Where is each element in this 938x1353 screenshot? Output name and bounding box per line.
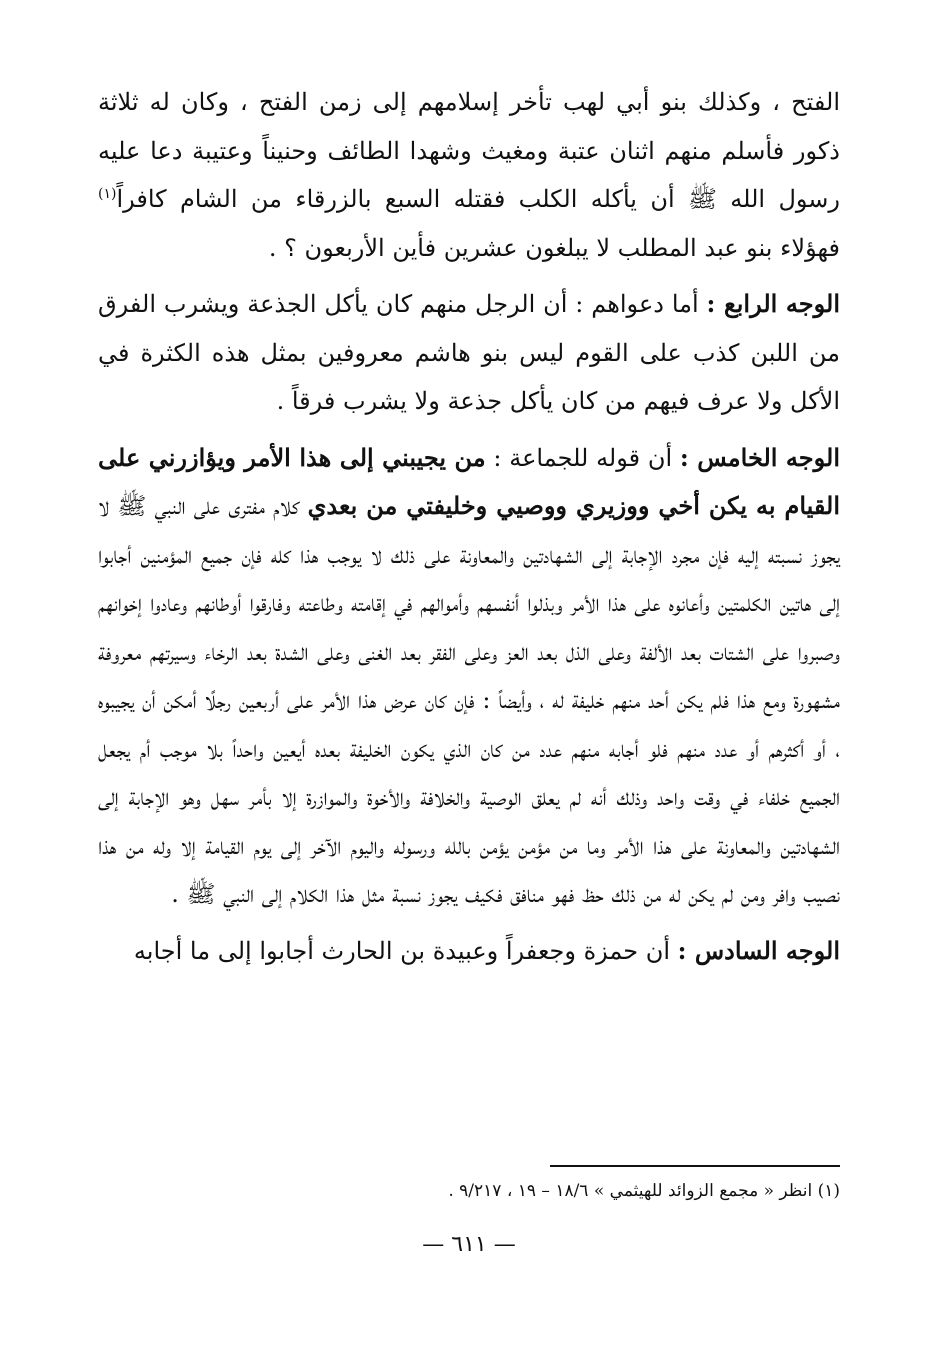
paragraph-2-body: أما دعواهم : أن الرجل منهم كان يأكل الجذعة ويشرب الفرق من اللبن كذب على القوم ليس بنو هاشم معروفين بمثل هذه الكثرة في الأكل ولا عرف فيهم من كان يأكل جذعة ولا يشرب فرقاً .	[98, 290, 840, 415]
paragraph-3-quote: من يجيبني إلى هذا الأمر ويؤازرني على القيام به يكن أخي ووزيري ووصيي وخليفتي من بعدي	[98, 442, 840, 520]
paragraph-2-heading: الوجه الرابع :	[706, 289, 841, 318]
footnote-divider	[550, 1165, 840, 1167]
footnote-ref: (١)	[98, 186, 117, 202]
paragraph-1-part-1: الفتح ، وكذلك بنو أبي لهب تأخر إسلامهم إلى زمن الفتح ، وكان له ثلاثة ذكور فأسلم منهم اثنان عتبة ومغيث وشهدا الطائف وحنيناً وعتيبة دعا عليه رسول الله ﷺ أن يأكله الكلب فقتله السبع بالزرقاء من الشام كافراً	[98, 88, 840, 213]
paragraph-3-heading: الوجه الخامس :	[679, 442, 840, 472]
paragraph-3	[98, 434, 840, 919]
paragraph-1	[98, 78, 840, 272]
main-text	[98, 78, 840, 975]
paragraph-2	[98, 280, 840, 426]
paragraph-3-body: كلام مفترى على النبي ﷺ لا يجوز نسبته إليه فإن مجرد الإجابة إلى الشهادتين والمعاونة على ذلك لا يوجب هذا كله فإن جميع المؤمنين أجابوا إلى هاتين الكلمتين وأعانوه على هذا الأمر وبذلوا أنفسهم وأموالهم في إقامته وطاعته وفارقوا أوطانهم وعادوا إخوانهم وصبروا على الشتات بعد الألفة وعلى الذل بعد العز وعلى الفقر بعد الغنى وعلى الشدة بعد الرخاء وسيرتهم معروفة مشهورة ومع هذا فلم يكن أحد منهم خليفة له ، وأيضاً : فإن كان عرض هذا الأمر على أربعين رجلًا أمكن أن يجيبوه ، أو أكثرهم أو عدد منهم فلو أجابه منهم عدد من كان الذي يكون الخليفة بعده أيعين واحداً بلا موجب أم يجعل الجميع خلفاء في وقت واحد وذلك أنه لم يعلق الوصية والخلافة والأخوة والموازرة إلا بأمر سهل وهو الإجابة إلى الشهادتين والمعاونة على هذا الأمر وما من مؤمن يؤمن بالله ورسوله واليوم الآخر إلى يوم القيامة إلا وله من هذا نصيب وافر ومن لم يكن له من ذلك حظ فهو منافق فكيف يجوز نسبة مثل هذا الكلام إلى النبي ﷺ .	[98, 492, 840, 908]
footnote: (١) انظر « مجمع الزوائد للهيثمي » ١٨/٦ – ١٩ ، ٩/٢١٧ .	[448, 1181, 840, 1201]
paragraph-1-part-3: فهؤلاء بنو عبد المطلب لا يبلغون عشرين فأين الأربعون ؟ .	[268, 233, 840, 262]
paragraph-4-heading: الوجه السادس :	[677, 935, 840, 965]
paragraph-4	[98, 927, 840, 976]
paragraph-4-body: أن حمزة وجعفراً وعبيدة بن الحارث أجابوا إلى ما أجابه	[133, 936, 678, 965]
page-number: — ٦١١ —	[422, 1232, 516, 1257]
paragraph-3-intro: أن قوله للجماعة :	[485, 443, 680, 472]
